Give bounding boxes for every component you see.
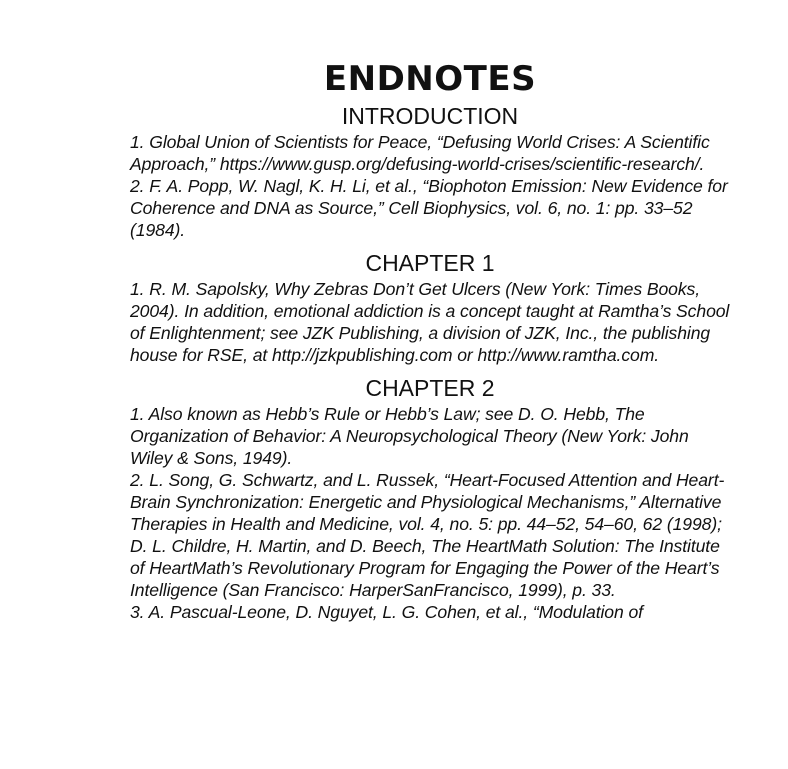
section-chapter-1 bbox=[130, 249, 730, 366]
section-heading: CHAPTER 1 bbox=[365, 250, 495, 276]
section-heading: INTRODUCTION bbox=[341, 103, 519, 129]
endnote: 2. L. Song, G. Schwartz, and L. Russek, “Heart-Focused Attention and Heart-Brain Synchronization: Energetic and Physiological Mechanisms,” Alternative Therapies in Health and Medicine, vol. 4, no. 5: pp. 44–52, 54–60, 62 (1998); D. L. Childre, H. Martin, and D. Beech, The HeartMath Solution: The Institute of HeartMath’s Revolutionary Program for Engaging the Power of the Heart’s Intelligence (San Francisco: HarperSanFrancisco, 1999), p. 33. bbox=[130, 470, 725, 600]
endnote: 2. F. A. Popp, W. Nagl, K. H. Li, et al., “Biophoton Emission: New Evidence for Coherence and DNA as Source,” Cell Biophysics, vol. 6, no. 1: pp. 33–52 (1984). bbox=[130, 176, 728, 240]
section-chapter-2 bbox=[130, 374, 730, 623]
section-heading: CHAPTER 2 bbox=[365, 375, 495, 401]
endnote: 3. A. Pascual-Leone, D. Nguyet, L. G. Cohen, et al., “Modulation of bbox=[130, 602, 643, 622]
endnote: 1. Global Union of Scientists for Peace, “Defusing World Crises: A Scientific Approach,” https://www.gusp.org/defusing-world-crises/scientific-research/. bbox=[130, 132, 710, 174]
endnotes-page bbox=[130, 58, 730, 623]
endnote: 1. R. M. Sapolsky, Why Zebras Don’t Get Ulcers (New York: Times Books, 2004). In addition, emotional addiction is a concept taught at Ramtha’s School of Enlightenment; see JZK Publishing, a division of JZK, Inc., the publishing house for RSE, at http://jzkpublishing.com or http://www.ramtha.com. bbox=[130, 279, 730, 365]
page-title: ENDNOTES bbox=[323, 59, 537, 99]
section-introduction bbox=[130, 102, 730, 241]
endnote: 1. Also known as Hebb’s Rule or Hebb’s Law; see D. O. Hebb, The Organization of Behavior: A Neuropsychological Theory (New York: John Wiley & Sons, 1949). bbox=[130, 404, 689, 468]
